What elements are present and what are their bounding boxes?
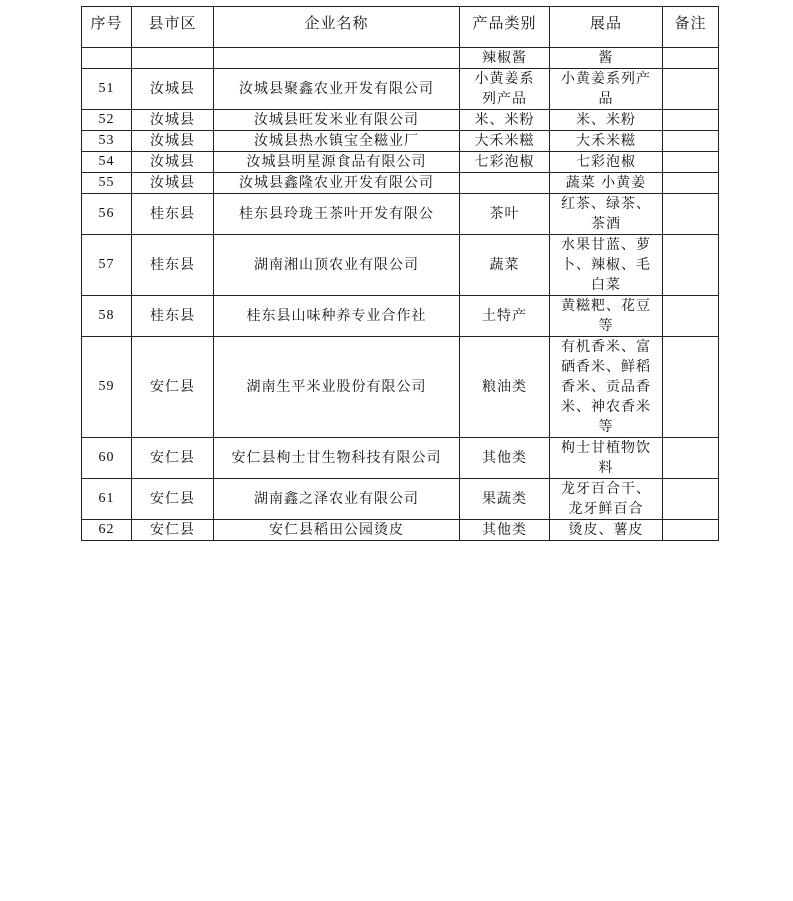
cell-category-line: 列产品: [482, 91, 527, 107]
cell-product-line: 蔬菜 小黄姜: [565, 175, 647, 191]
cell-no: 56: [82, 194, 132, 235]
cell-company: 汝城县鑫隆农业开发有限公司: [214, 173, 460, 194]
cell-category-line: 七彩泡椒: [474, 154, 535, 170]
cell-note: [663, 152, 719, 173]
cell-product-line: 米、神农香米: [561, 399, 651, 415]
cell-category: [460, 520, 550, 541]
cell-product-line: 卜、辣椒、毛: [561, 257, 651, 273]
cell-product-line: 红茶、绿茶、: [561, 196, 651, 212]
cell-product-line: 品: [598, 91, 614, 107]
table-row: [82, 131, 719, 152]
cell-category: [460, 296, 550, 337]
cell-category: [460, 337, 550, 438]
cell-note: [663, 69, 719, 110]
cell-no: 61: [82, 479, 132, 520]
header-product: 展品: [550, 7, 663, 48]
cell-company: 湖南湘山顶农业有限公司: [214, 235, 460, 296]
cell-no: 53: [82, 131, 132, 152]
cell-county: 汝城县: [132, 131, 214, 152]
cell-no: 54: [82, 152, 132, 173]
cell-company: 桂东县山味种养专业合作社: [214, 296, 460, 337]
table-row: [82, 337, 719, 438]
cell-category-line: 大禾米糍: [474, 133, 535, 149]
cell-product: 酱: [550, 48, 663, 69]
header-note: 备注: [663, 7, 719, 48]
cell-note: [663, 194, 719, 235]
cell-product: [550, 479, 663, 520]
cell-product: [550, 194, 663, 235]
cell-no: [82, 48, 132, 69]
cell-category-line: 果蔬类: [482, 491, 527, 507]
cell-category-line: 米、米粉: [474, 112, 535, 128]
cell-no: 59: [82, 337, 132, 438]
cell-product-line: 大禾米糍: [576, 133, 636, 149]
cell-category: [460, 479, 550, 520]
cell-product-line: 龙牙百合干、: [561, 481, 651, 497]
cell-product: [550, 152, 663, 173]
cell-note: [663, 110, 719, 131]
cell-product-line: 枸士甘植物饮: [561, 440, 651, 456]
cell-no: 58: [82, 296, 132, 337]
cell-category: [460, 173, 550, 194]
cell-product: [550, 520, 663, 541]
cell-county: 桂东县: [132, 235, 214, 296]
cell-county: 汝城县: [132, 173, 214, 194]
table-row: [82, 110, 719, 131]
table-row: [82, 520, 719, 541]
cell-category-line: 土特产: [482, 308, 527, 324]
header-company: 企业名称: [214, 7, 460, 48]
cell-product-line: 等: [598, 318, 614, 334]
cell-company: 汝城县明星源食品有限公司: [214, 152, 460, 173]
cell-note: [663, 173, 719, 194]
cell-company: 安仁县稻田公园烫皮: [214, 520, 460, 541]
cell-note: [663, 235, 719, 296]
cell-category: [460, 235, 550, 296]
cell-product-line: 硒香米、鲜稻: [561, 359, 651, 375]
cell-category: [460, 152, 550, 173]
cell-county: 桂东县: [132, 296, 214, 337]
cell-category: 辣椒酱: [460, 48, 550, 69]
cell-product-line: 水果甘蓝、萝: [561, 237, 651, 253]
cell-product-line: 米、米粉: [576, 112, 636, 128]
cell-product-line: 黄糍粑、花豆: [561, 298, 651, 314]
cell-category: [460, 194, 550, 235]
cell-product-line: 香米、贡品香: [561, 379, 651, 395]
cell-category-line: 茶叶: [489, 206, 520, 222]
cell-product-line: 料: [598, 460, 614, 476]
cell-no: 51: [82, 69, 132, 110]
cell-company: 汝城县热水镇宝全糍业厂: [214, 131, 460, 152]
cell-company: 桂东县玲珑王茶叶开发有限公: [214, 194, 460, 235]
cell-product-line: 烫皮、薯皮: [568, 522, 644, 538]
cell-product-line: 有机香米、富: [561, 339, 651, 355]
cell-note: [663, 48, 719, 69]
table-row: [82, 296, 719, 337]
cell-note: [663, 479, 719, 520]
cell-category-line: 小黄姜系: [474, 71, 535, 87]
cell-no: 62: [82, 520, 132, 541]
cell-company: [214, 48, 460, 69]
cell-note: [663, 337, 719, 438]
cell-county: [132, 48, 214, 69]
cell-county: 安仁县: [132, 520, 214, 541]
header-county: 县市区: [132, 7, 214, 48]
cell-no: 55: [82, 173, 132, 194]
cell-category: [460, 131, 550, 152]
cell-product-line: 龙牙鲜百合: [568, 501, 644, 517]
cell-category-line: 其他类: [482, 450, 527, 466]
cell-note: [663, 131, 719, 152]
header-row: [82, 7, 719, 48]
cell-company: 湖南鑫之泽农业有限公司: [214, 479, 460, 520]
header-category: 产品类别: [460, 7, 550, 48]
cell-no: 57: [82, 235, 132, 296]
cell-category-line: 其他类: [482, 522, 527, 538]
cell-category-line: 粮油类: [482, 379, 527, 395]
cell-product-line: 小黄姜系列产: [561, 71, 651, 87]
cell-company: 湖南生平米业股份有限公司: [214, 337, 460, 438]
table-row: [82, 235, 719, 296]
cell-product: [550, 235, 663, 296]
cell-county: 安仁县: [132, 479, 214, 520]
cell-category: [460, 438, 550, 479]
table-row: [82, 479, 719, 520]
cell-company: 安仁县枸士甘生物科技有限公司: [214, 438, 460, 479]
cell-category-line: 蔬菜: [489, 257, 520, 273]
cell-product: [550, 438, 663, 479]
table-row: [82, 152, 719, 173]
cell-no: 60: [82, 438, 132, 479]
table-row: [82, 173, 719, 194]
cell-company: 汝城县聚鑫农业开发有限公司: [214, 69, 460, 110]
cell-product: [550, 131, 663, 152]
cell-category: [460, 69, 550, 110]
cell-no: 52: [82, 110, 132, 131]
cell-county: 安仁县: [132, 438, 214, 479]
table-row: [82, 69, 719, 110]
cell-category: [460, 110, 550, 131]
table-row: [82, 438, 719, 479]
cell-product: [550, 69, 663, 110]
cell-product-line: 茶酒: [591, 216, 621, 232]
cell-county: 安仁县: [132, 337, 214, 438]
header-no: 序号: [82, 7, 132, 48]
cell-product: [550, 173, 663, 194]
cell-product-line: 等: [598, 419, 614, 435]
table-row: [82, 194, 719, 235]
cell-product: [550, 296, 663, 337]
cell-product: [550, 110, 663, 131]
cell-product-line: 七彩泡椒: [576, 154, 636, 170]
cell-county: 汝城县: [132, 110, 214, 131]
cell-note: [663, 520, 719, 541]
cell-note: [663, 438, 719, 479]
cell-county: 桂东县: [132, 194, 214, 235]
cell-county: 汝城县: [132, 152, 214, 173]
cell-county: 汝城县: [132, 69, 214, 110]
cell-product: [550, 337, 663, 438]
cell-product-line: 白菜: [591, 277, 621, 293]
continued-row: [82, 48, 719, 69]
cell-company: 汝城县旺发米业有限公司: [214, 110, 460, 131]
enterprise-table: [81, 6, 719, 541]
cell-note: [663, 296, 719, 337]
